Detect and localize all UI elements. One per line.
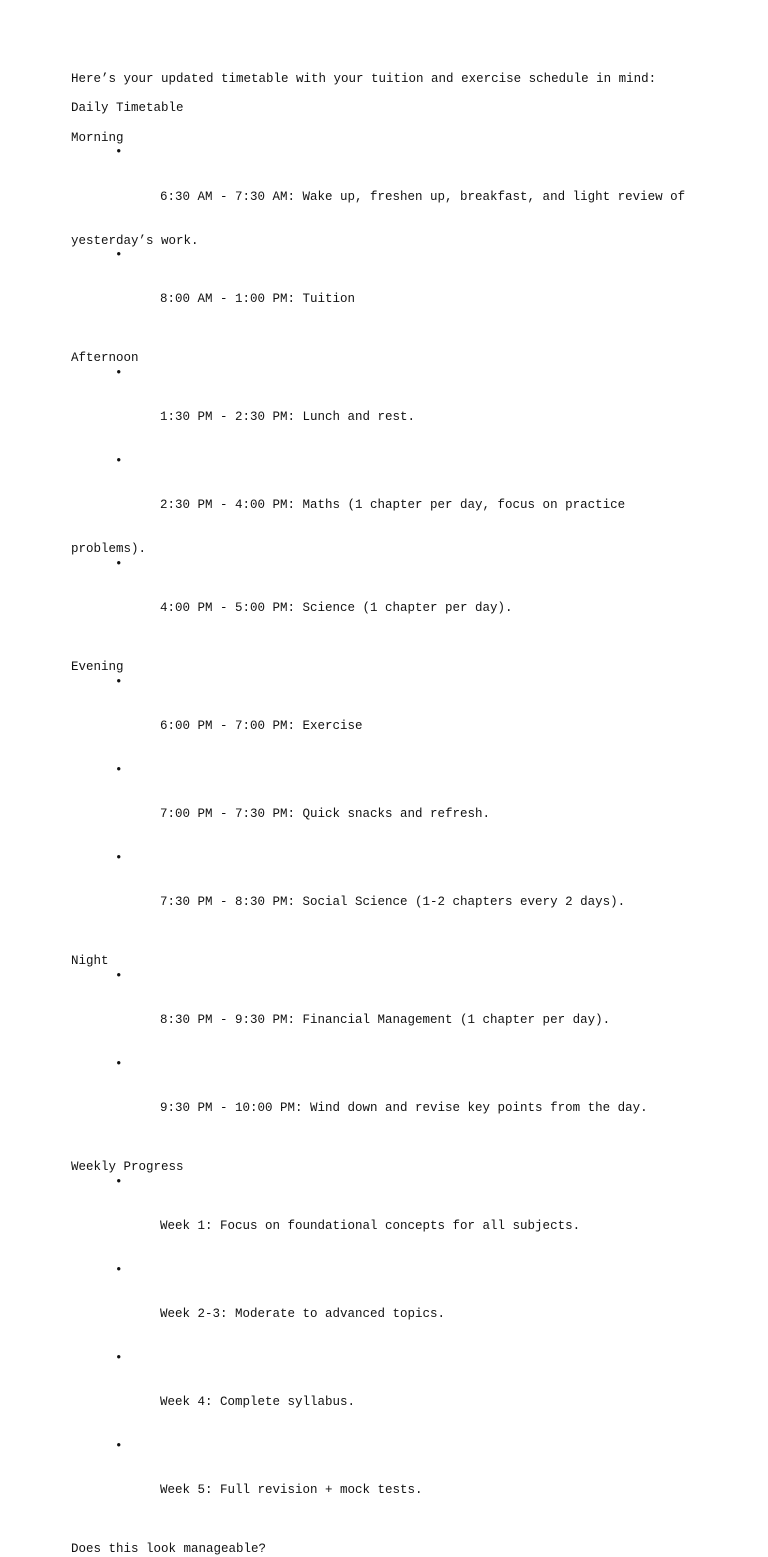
bullet-icon: • [115,248,123,263]
bullet-icon: • [115,762,123,777]
bullet-icon: • [115,851,123,866]
bullet-icon: • [115,454,123,469]
intro-text: Here’s your updated timetable with your tuition and exercise schedule in mind: [71,72,657,86]
list-item-text: 4:00 PM - 5:00 PM: Science (1 chapter per day). [160,601,513,616]
document-title: Daily Timetable [71,101,184,116]
list-item-text: Week 5: Full revision + mock tests. [160,1483,423,1498]
list-item [71,557,711,645]
document-body [71,72,711,1557]
list-item [71,366,711,454]
bullet-icon: • [115,674,123,689]
section-heading-weekly-progress: Weekly Progress [71,1159,184,1174]
bullet-icon: • [115,968,123,983]
spacer [71,116,711,131]
list-item-text: 6:30 AM - 7:30 AM: Wake up, freshen up, breakfast, and light review of [160,189,686,204]
list-item [71,969,711,1057]
list-item-text: 6:00 PM - 7:00 PM: Exercise [160,718,363,733]
list-item [71,248,711,336]
spacer [71,1527,711,1542]
bullet-icon: • [115,557,123,572]
spacer [71,87,711,102]
list-item [71,145,711,233]
spacer [71,939,711,954]
bullet-icon: • [115,1439,123,1454]
section-heading-afternoon: Afternoon [71,351,139,366]
list-item-continuation: problems). [71,542,147,557]
bullet-icon: • [115,145,123,160]
list-item-text: Week 4: Complete syllabus. [160,1395,356,1410]
list-item-text: 8:00 AM - 1:00 PM: Tuition [160,292,356,307]
list-item [71,1057,711,1145]
list-item-text: 8:30 PM - 9:30 PM: Financial Management (1 chapter per day). [160,1012,611,1027]
list-item-continuation: yesterday’s work. [71,233,199,248]
list-item [71,1439,711,1527]
list-item [71,851,711,939]
list-item [71,1351,711,1439]
bullet-icon: • [115,1056,123,1071]
list-item-text: 2:30 PM - 4:00 PM: Maths (1 chapter per day, focus on practice [160,498,626,513]
spacer [71,337,711,352]
list-item [71,675,711,763]
bullet-icon: • [115,365,123,380]
list-item-text: 9:30 PM - 10:00 PM: Wind down and revise key points from the day. [160,1101,648,1116]
bullet-icon: • [115,1262,123,1277]
bullet-icon: • [115,1174,123,1189]
section-heading-morning: Morning [71,130,124,145]
list-item-text: 1:30 PM - 2:30 PM: Lunch and rest. [160,410,416,425]
list-item [71,454,711,542]
list-item [71,1175,711,1263]
closing-question: Does this look manageable? [71,1542,267,1557]
list-item-text: 7:30 PM - 8:30 PM: Social Science (1-2 chapters every 2 days). [160,895,626,910]
list-item-text: Week 1: Focus on foundational concepts for all subjects. [160,1218,581,1233]
list-item [71,1263,711,1351]
section-heading-night: Night [71,954,109,969]
spacer [71,645,711,660]
bullet-icon: • [115,1350,123,1365]
list-item-text: 7:00 PM - 7:30 PM: Quick snacks and refresh. [160,807,491,822]
spacer [71,1145,711,1160]
list-item-text: Week 2-3: Moderate to advanced topics. [160,1306,446,1321]
list-item [71,763,711,851]
section-heading-evening: Evening [71,660,124,674]
